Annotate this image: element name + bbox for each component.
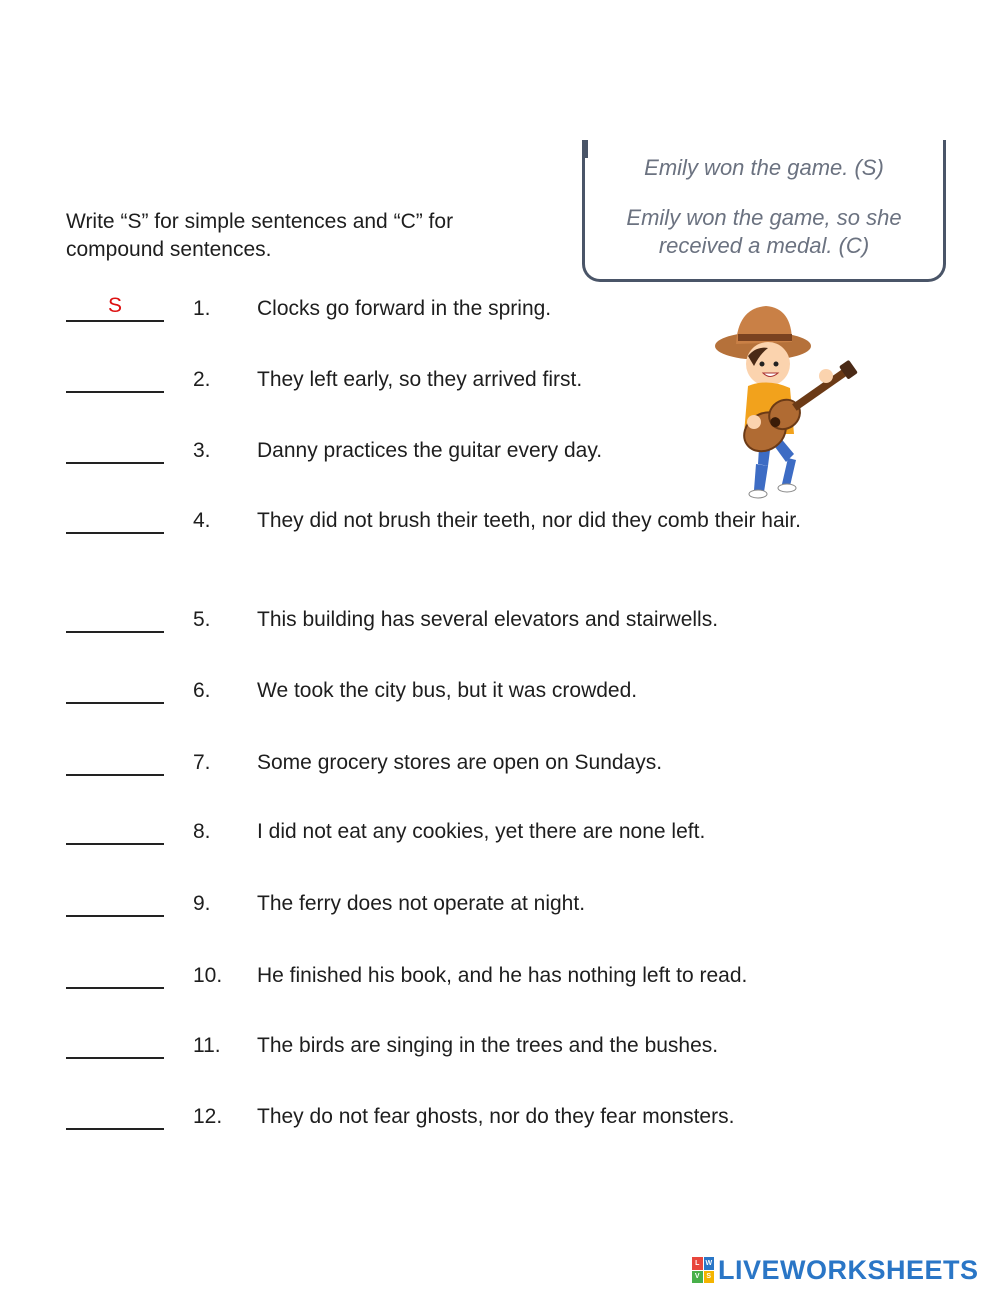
logo-text: LIVEWORKSHEETS (718, 1254, 979, 1285)
item-text: They did not brush their teeth, nor did they comb their hair. (257, 509, 801, 532)
item-text: They do not fear ghosts, nor do they fear monsters. (257, 1105, 735, 1128)
liveworksheets-logo (692, 1253, 979, 1287)
logo-badge-letter: V (692, 1271, 703, 1284)
item-text: The ferry does not operate at night. (257, 892, 586, 915)
example-compound-line-2: received a medal. (C) (658, 233, 870, 258)
item-text: Danny practices the guitar every day. (257, 439, 603, 462)
example-compound-line-1: Emily won the game, so she (626, 205, 902, 230)
answer-blank-6[interactable] (66, 674, 164, 704)
item-number: 5. (193, 608, 211, 631)
item-number: 12. (193, 1105, 223, 1128)
answer-blank-8[interactable] (66, 815, 164, 845)
logo-badge-icon (692, 1257, 714, 1283)
item-text: We took the city bus, but it was crowded. (257, 679, 638, 702)
answer-blank-5[interactable] (66, 603, 164, 633)
item-text: This building has several elevators and stairwells. (257, 608, 719, 631)
answer-blank-1[interactable]: S (66, 292, 164, 322)
example-simple: Emily won the game. (S) (644, 155, 884, 180)
item-text: Some grocery stores are open on Sundays. (257, 751, 663, 774)
answer-blank-10[interactable] (66, 959, 164, 989)
item-text: Clocks go forward in the spring. (257, 297, 552, 320)
item-text: They left early, so they arrived first. (257, 368, 583, 391)
item-number: 10. (193, 964, 223, 987)
logo-badge-letter: S (704, 1271, 715, 1284)
item-number: 7. (193, 751, 211, 774)
item-number: 11. (193, 1034, 221, 1057)
item-number: 1. (193, 297, 211, 320)
example-box (582, 140, 946, 282)
answer-blank-4[interactable] (66, 504, 164, 534)
answer-blank-2[interactable] (66, 363, 164, 393)
item-text: The birds are singing in the trees and the bushes. (257, 1034, 719, 1057)
answer-blank-9[interactable] (66, 887, 164, 917)
logo-badge-letter: L (692, 1257, 703, 1270)
answer-blank-11[interactable] (66, 1029, 164, 1059)
instructions: Write “S” for simple sentences and “C” for compound sentences. (66, 210, 454, 261)
answer-blank-7[interactable] (66, 746, 164, 776)
answer-blank-12[interactable] (66, 1100, 164, 1130)
answer-blank-3[interactable] (66, 434, 164, 464)
item-text: He finished his book, and he has nothing left to read. (257, 964, 748, 987)
item-number: 9. (193, 892, 211, 915)
item-number: 8. (193, 820, 211, 843)
item-number: 3. (193, 439, 211, 462)
guitar-player-illustration (708, 294, 868, 504)
logo-badge-letter: W (704, 1257, 715, 1270)
item-number: 6. (193, 679, 211, 702)
item-number: 4. (193, 509, 211, 532)
item-text: I did not eat any cookies, yet there are none left. (257, 820, 706, 843)
item-number: 2. (193, 368, 211, 391)
